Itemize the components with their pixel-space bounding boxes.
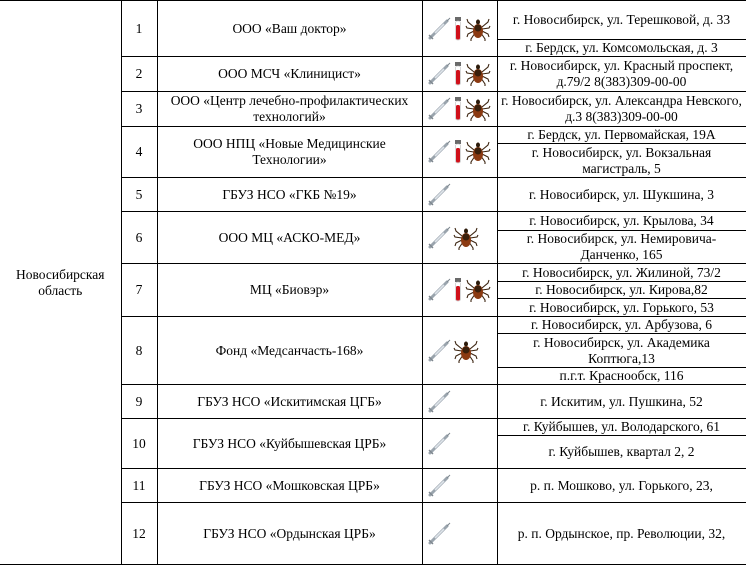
table-row bbox=[0, 1, 746, 40]
address-cell: г. Куйбышев, квартал 2, 2 bbox=[497, 436, 746, 469]
clinic-name: ГБУЗ НСО «ГКБ №19» bbox=[157, 178, 422, 212]
row-number: 11 bbox=[121, 469, 157, 503]
address-cell: г. Новосибирск, ул. Терешковой, д. 33 bbox=[497, 1, 746, 40]
address-cell: г. Новосибирск, ул. Кирова,82 bbox=[497, 282, 746, 299]
service-icons bbox=[422, 317, 497, 385]
row-number: 2 bbox=[121, 57, 157, 92]
clinic-name: Фонд «Медсанчасть-168» bbox=[157, 317, 422, 385]
syringe-icon bbox=[427, 140, 451, 164]
row-number: 4 bbox=[121, 127, 157, 178]
address-cell: р. п. Ордынское, пр. Революции, 32, bbox=[497, 503, 746, 565]
address-cell: п.г.т. Краснообск, 116 bbox=[497, 368, 746, 385]
address-cell: г. Новосибирск, ул. Вокзальная магистраль, 5 bbox=[497, 144, 746, 178]
row-number: 12 bbox=[121, 503, 157, 565]
service-icons bbox=[422, 419, 497, 469]
blood-tube-icon bbox=[453, 16, 463, 42]
row-number: 8 bbox=[121, 317, 157, 385]
clinic-name: ГБУЗ НСО «Искитимская ЦГБ» bbox=[157, 385, 422, 419]
address-cell: г. Новосибирск, ул. Шукшина, 3 bbox=[497, 178, 746, 212]
syringe-icon bbox=[427, 339, 451, 363]
tick-icon bbox=[453, 338, 479, 364]
service-icons bbox=[422, 57, 497, 92]
row-number: 9 bbox=[121, 385, 157, 419]
address-cell: р. п. Мошково, ул. Горького, 23, bbox=[497, 469, 746, 503]
clinic-name: ООО «Центр лечебно-профилактических технологий» bbox=[157, 92, 422, 127]
address-cell: г. Бердск, ул. Комсомольская, д. 3 bbox=[497, 40, 746, 57]
syringe-icon bbox=[427, 183, 451, 207]
address-cell: г. Бердск, ул. Первомайская, 19А bbox=[497, 127, 746, 144]
address-cell: г. Новосибирск, ул. Красный проспект, д.79/2 8(383)309-00-00 bbox=[497, 57, 746, 92]
address-cell: г. Новосибирск, ул. Крылова, 34 bbox=[497, 212, 746, 231]
tick-icon bbox=[465, 96, 491, 122]
row-number: 6 bbox=[121, 212, 157, 264]
clinic-name: ООО МЦ «АСКО-МЕД» bbox=[157, 212, 422, 264]
clinic-name: ООО МСЧ «Клиницист» bbox=[157, 57, 422, 92]
service-icons bbox=[422, 469, 497, 503]
service-icons bbox=[422, 212, 497, 264]
tick-icon bbox=[465, 139, 491, 165]
clinic-name: ГБУЗ НСО «Ордынская ЦРБ» bbox=[157, 503, 422, 565]
service-icons bbox=[422, 503, 497, 565]
row-number: 5 bbox=[121, 178, 157, 212]
tick-icon bbox=[465, 61, 491, 87]
syringe-icon bbox=[427, 278, 451, 302]
address-cell: г. Новосибирск, ул. Немировича-Данченко, 165 bbox=[497, 231, 746, 264]
syringe-icon bbox=[427, 474, 451, 498]
clinic-name: ООО НПЦ «Новые Медицинские Технологии» bbox=[157, 127, 422, 178]
row-number: 7 bbox=[121, 264, 157, 317]
address-cell: г. Новосибирск, ул. Горького, 53 bbox=[497, 299, 746, 317]
service-icons bbox=[422, 1, 497, 57]
tick-icon bbox=[465, 277, 491, 303]
syringe-icon bbox=[427, 432, 451, 456]
syringe-icon bbox=[427, 17, 451, 41]
clinic-name: ГБУЗ НСО «Мошковская ЦРБ» bbox=[157, 469, 422, 503]
tick-icon bbox=[453, 225, 479, 251]
service-icons bbox=[422, 178, 497, 212]
blood-tube-icon bbox=[453, 139, 463, 165]
clinic-name: ООО «Ваш доктор» bbox=[157, 1, 422, 57]
syringe-icon bbox=[427, 62, 451, 86]
service-icons bbox=[422, 385, 497, 419]
row-number: 3 bbox=[121, 92, 157, 127]
address-cell: г. Новосибирск, ул. Александра Невского, д.3 8(383)309-00-00 bbox=[497, 92, 746, 127]
row-number: 10 bbox=[121, 419, 157, 469]
address-cell: г. Искитим, ул. Пушкина, 52 bbox=[497, 385, 746, 419]
clinic-name: МЦ «Биовэр» bbox=[157, 264, 422, 317]
address-cell: г. Новосибирск, ул. Арбузова, 6 bbox=[497, 317, 746, 334]
address-cell: г. Новосибирск, ул. Академика Коптюга,13 bbox=[497, 334, 746, 368]
blood-tube-icon bbox=[453, 61, 463, 87]
syringe-icon bbox=[427, 390, 451, 414]
blood-tube-icon bbox=[453, 277, 463, 303]
row-number: 1 bbox=[121, 1, 157, 57]
syringe-icon bbox=[427, 522, 451, 546]
blood-tube-icon bbox=[453, 96, 463, 122]
service-icons bbox=[422, 264, 497, 317]
service-icons bbox=[422, 127, 497, 178]
service-icons bbox=[422, 92, 497, 127]
tick-icon bbox=[465, 16, 491, 42]
address-cell: г. Новосибирск, ул. Жилиной, 73/2 bbox=[497, 264, 746, 282]
clinic-name: ГБУЗ НСО «Куйбышевская ЦРБ» bbox=[157, 419, 422, 469]
syringe-icon bbox=[427, 97, 451, 121]
region-cell: Новосибирская область bbox=[0, 1, 121, 565]
address-cell: г. Куйбышев, ул. Володарского, 61 bbox=[497, 419, 746, 436]
syringe-icon bbox=[427, 226, 451, 250]
